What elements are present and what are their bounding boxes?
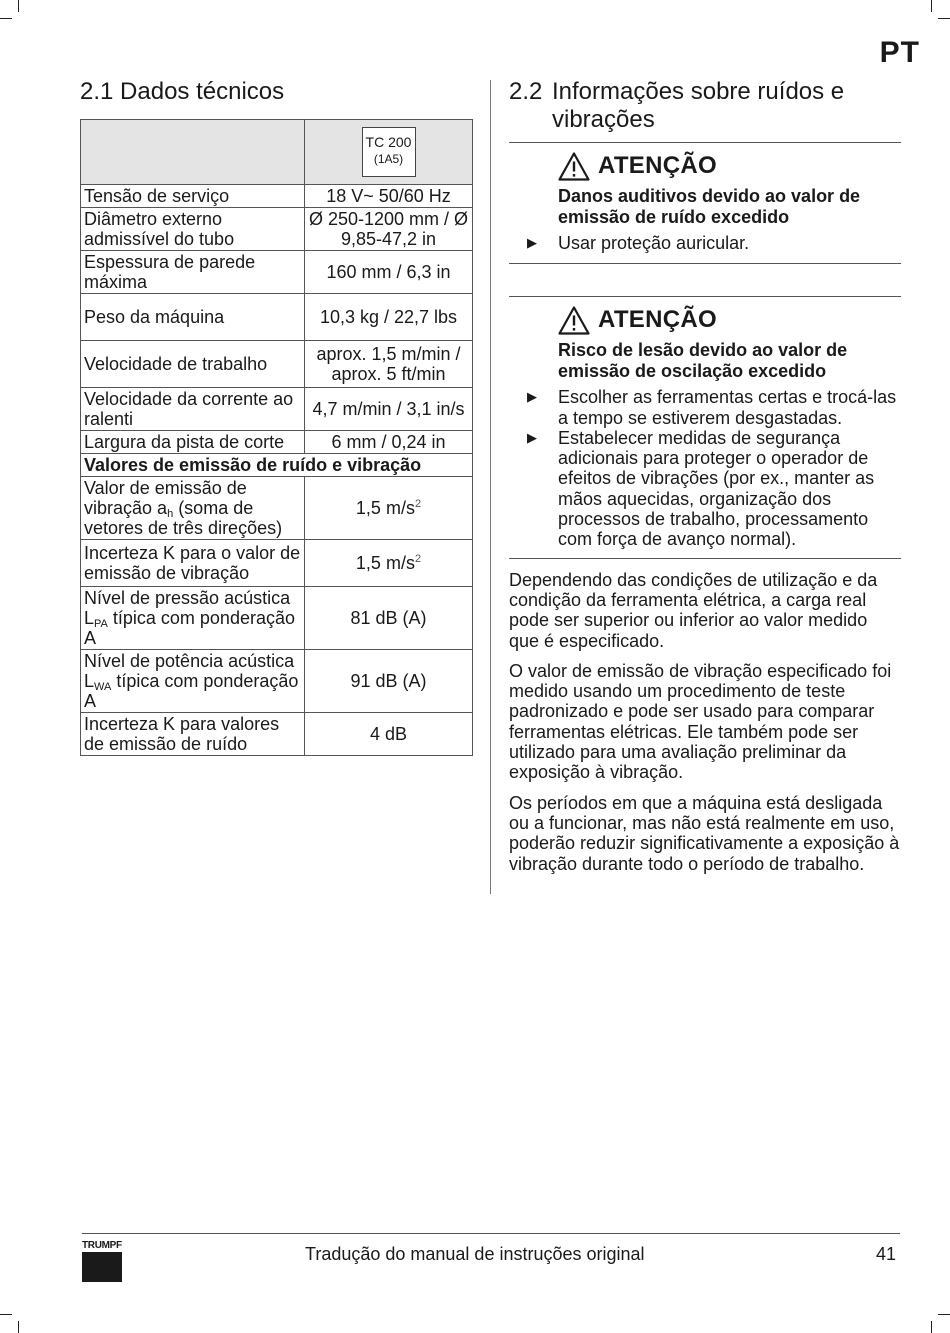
label-text: Nível de pressão acústica L xyxy=(84,588,291,628)
row-value: 160 mm / 6,3 in xyxy=(305,251,473,294)
footer-title: Tradução do manual de instruções original xyxy=(305,1244,645,1264)
table-row xyxy=(81,540,473,587)
row-value: 18 V~ 50/60 Hz xyxy=(305,185,473,208)
crop-mark xyxy=(938,1314,950,1315)
section-title-text: Dados técnicos xyxy=(120,78,285,105)
table-row xyxy=(81,341,473,388)
warning-box xyxy=(509,297,901,554)
logo-block xyxy=(82,1252,122,1282)
value-superscript: 2 xyxy=(414,498,422,510)
warning-title: ATENÇÃO xyxy=(598,306,717,334)
logo-wordmark: TRUMPF xyxy=(82,1240,122,1251)
table-row xyxy=(81,650,473,713)
label-text: Nível de potência acústica L xyxy=(84,651,295,691)
warning-title: ATENÇÃO xyxy=(598,152,717,179)
step-text: Usar proteção auricular. xyxy=(558,233,750,253)
row-value: 4,7 m/min / 3,1 in/s xyxy=(305,388,473,431)
row-value: 10,3 kg / 22,7 lbs xyxy=(305,294,473,341)
label-subscript: PA xyxy=(94,618,108,630)
table-header-model-cell xyxy=(305,120,473,185)
crop-mark xyxy=(931,0,932,12)
triangle-right-icon: ▶ xyxy=(527,235,537,250)
row-value xyxy=(305,477,473,540)
column-divider xyxy=(490,80,491,894)
row-value: Ø 250-1200 mm / Ø 9,85-47,2 in xyxy=(305,208,473,251)
row-label: Tensão de serviço xyxy=(81,185,305,208)
table-row xyxy=(81,185,473,208)
warning-triangle-icon xyxy=(558,306,590,335)
label-text: (soma de vetores de três direções) xyxy=(84,498,283,538)
title-line: Informações sobre ruídos e xyxy=(552,78,845,105)
body-paragraph: Dependendo das condições de utilização e da condição da ferramenta elétrica, a carga real pode ser superior ou inferior ao valor medido que é especificado. xyxy=(509,569,878,651)
table-header-row xyxy=(81,120,473,185)
crop-mark xyxy=(938,18,950,19)
row-label xyxy=(81,540,305,587)
label-text: Incerteza K para valores de emissão de ruído xyxy=(84,714,280,754)
language-tag: PT xyxy=(879,36,920,69)
warning-box xyxy=(509,143,901,258)
triangle-right-icon: ▶ xyxy=(527,429,537,445)
label-subscript: WA xyxy=(94,681,112,693)
table-row xyxy=(81,477,473,540)
row-label: Velocidade da corrente ao ralenti xyxy=(81,388,305,431)
body-paragraph: O valor de emissão de vibração especificado foi medido usando um procedimento de teste padronizado e pode ser usado para comparar ferramentas elétricas. Ele também pode ser utilizado para uma avaliação preliminar da exposição à vibração. xyxy=(509,660,892,783)
row-label: Diâmetro externo admissível do tubo xyxy=(81,208,305,251)
model-name: TC 200 xyxy=(365,134,412,150)
table-row xyxy=(81,251,473,294)
row-value: 91 dB (A) xyxy=(305,650,473,713)
row-label xyxy=(81,650,305,713)
row-label xyxy=(81,713,305,756)
warning-triangle-icon xyxy=(558,152,590,181)
value-text: 1,5 m/s xyxy=(355,553,415,573)
warning-subtitle: Danos auditivos devido ao valor de emissão de ruído excedido xyxy=(558,186,861,227)
triangle-right-icon: ▶ xyxy=(527,389,537,405)
crop-mark xyxy=(18,0,19,12)
row-value: aprox. 1,5 m/min / aprox. 5 ft/min xyxy=(305,341,473,388)
section-number: 2.1 xyxy=(80,78,114,105)
label-text: Valor de emissão de vibração a xyxy=(84,478,247,518)
row-label xyxy=(81,587,305,650)
row-label xyxy=(81,477,305,540)
label-text: típica com ponderação A xyxy=(84,608,295,648)
body-paragraph: Os períodos em que a máquina está desligada ou a funcionar, mas não está realmente em uso, poderão reduzir significativamente a exposição à vibração durante todo o período de trabalho. xyxy=(509,792,900,874)
label-text: Incerteza K para o valor de emissão de vibração xyxy=(84,543,301,583)
table-row xyxy=(81,388,473,431)
warning-subtitle: Risco de lesão devido ao valor de emissão de oscilação excedido xyxy=(558,340,848,382)
label-text: típica com ponderação A xyxy=(84,671,299,711)
table-row xyxy=(81,208,473,251)
table-row xyxy=(81,294,473,341)
page-number: 41 xyxy=(875,1244,896,1264)
table-row xyxy=(81,431,473,454)
table-row xyxy=(81,713,473,756)
row-label: Largura da pista de corte xyxy=(81,431,305,454)
row-value xyxy=(305,540,473,587)
row-value: 4 dB xyxy=(305,713,473,756)
warning-header xyxy=(558,146,901,186)
section-number: 2.2 xyxy=(509,78,543,105)
warning-steps xyxy=(527,387,901,550)
row-label: Velocidade de trabalho xyxy=(81,341,305,388)
section-title xyxy=(509,78,901,134)
list-item xyxy=(527,233,901,253)
noise-vibration-section xyxy=(509,78,901,884)
step-text: Escolher as ferramentas certas e trocá-las a tempo se estiverem desgastadas. xyxy=(558,387,897,428)
table-header-empty-cell xyxy=(81,120,305,185)
technical-data-section xyxy=(80,78,472,756)
step-text: Estabelecer medidas de segurança adicionais para proteger o operador de efeitos de vibrações (por ex., manter as mãos aquecidas, organização dos processos de trabalho, processamento com força de avanço normal). xyxy=(558,427,875,550)
trumpf-logo xyxy=(82,1240,122,1282)
table-row xyxy=(81,587,473,650)
section-title xyxy=(80,78,472,106)
warning-header xyxy=(558,300,901,340)
technical-data-table xyxy=(80,119,473,756)
crop-mark xyxy=(0,1314,12,1315)
title-line: vibrações xyxy=(552,106,655,133)
row-value: 81 dB (A) xyxy=(305,587,473,650)
row-label: Peso da máquina xyxy=(81,294,305,341)
list-item xyxy=(527,427,901,550)
label-subscript: h xyxy=(167,508,174,520)
crop-mark xyxy=(0,18,12,19)
row-value: 6 mm / 0,24 in xyxy=(305,431,473,454)
table-subheading-row xyxy=(81,454,473,477)
spacer xyxy=(509,264,901,296)
warning-steps xyxy=(527,233,901,253)
crop-mark xyxy=(931,1321,932,1333)
crop-mark xyxy=(18,1321,19,1333)
list-item xyxy=(527,387,901,428)
divider xyxy=(509,558,901,559)
section-title-text xyxy=(552,78,844,134)
model-code: (1A5) xyxy=(373,152,404,166)
model-box xyxy=(362,127,416,177)
value-text: 1,5 m/s xyxy=(355,498,415,518)
value-superscript: 2 xyxy=(414,553,422,565)
footer-divider xyxy=(82,1233,900,1234)
row-label: Espessura de parede máxima xyxy=(81,251,305,294)
table-subheading: Valores de emissão de ruído e vibração xyxy=(81,454,473,477)
